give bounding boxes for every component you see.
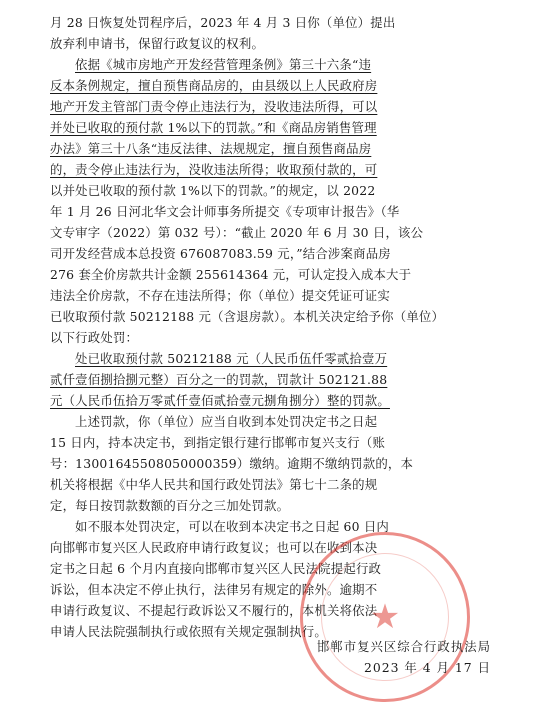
para-payment <box>50 411 509 516</box>
text-line: 月 28 日恢复处罚程序后，2023 年 4 月 3 日你（单位）提出 <box>50 15 396 30</box>
issuing-authority: 邯郸市复兴区综合行政执法局 <box>316 639 491 654</box>
text-line: 向邯郸市复兴区人民政府申请行政复议；也可以在收到本决 <box>50 540 378 555</box>
text-line: 号：13001645508050000359）缴纳。逾期不缴纳罚款的，本 <box>50 456 414 471</box>
text-line: 办法》第三十八条“违反法律、法规规定，擅自预售商品房 <box>50 141 372 156</box>
text-line: 地产开发主管部门责令停止违法行为，没收违法所得，可以 <box>50 99 378 114</box>
text-line: 处已收取预付款 50212188 元（人民币伍仟零贰拾壹万 <box>75 351 388 366</box>
signature-block <box>317 636 491 678</box>
seal-star-icon: ★ <box>369 597 401 637</box>
text-line: 元（人民币伍拾万零贰仟壹佰贰拾壹元捌角捌分）整的罚款。 <box>50 393 390 408</box>
para-legal-basis <box>50 54 509 348</box>
text-line: 依据《城市房地产开发经营管理条例》第三十六条“违 <box>75 57 372 72</box>
text-line: 违法全价房款，不存在违法所得；你（单位）提交凭证可证实 <box>50 288 390 303</box>
text-line: 276 套全价房款共计金额 255614364 元，可认定投入成本大于 <box>50 267 412 282</box>
text-line: 上述罚款，你（单位）应当自收到本处罚决定书之日起 <box>75 414 378 429</box>
text-line: 已收取预付款 50212188 元（含退房款）。本机关决定给予你（单位） <box>50 309 445 324</box>
text-line: 申请行政复议、不提起行政诉讼又不履行的，本机关将依法 <box>50 603 378 618</box>
text-line: 15 日内，持本决定书，到指定银行建行邯郸市复兴支行（账 <box>50 435 386 450</box>
text-line: 年 1 月 26 日河北华文会计师事务所提交《专项审计报告》（华 <box>50 204 400 219</box>
text-line: 的，责令停止违法行为，没收违法所得；收取预付款的，可 <box>50 162 378 177</box>
issue-date: 2023 年 4 月 17 日 <box>363 660 491 675</box>
text-line: 以并处已收取的预付款 1%以下的罚款。”的规定，以 2022 <box>50 183 376 198</box>
text-line: 反本条例规定，擅自预售商品房的，由县级以上人民政府房 <box>50 78 378 93</box>
document-body <box>50 12 509 642</box>
text-line: 并处已收取的预付款 1%以下的罚款。”和《商品房销售管理 <box>50 120 377 135</box>
text-line: 以下行政处罚： <box>50 330 139 345</box>
text-line: 如不服本处罚决定，可以在收到本决定书之日起 60 日内 <box>75 519 390 534</box>
text-line: 放弃利申请书，保留行政复议的权利。 <box>50 36 265 51</box>
text-line: 机关将根据《中华人民共和国行政处罚法》第七十二条的规 <box>50 477 378 492</box>
text-line: 申请人民法院强制执行或依照有关规定强制执行。 <box>50 624 327 639</box>
text-line: 定，每日按罚款数额的百分之三加处罚款。 <box>50 498 290 513</box>
text-line: 诉讼，但本决定不停止执行，法律另有规定的除外。逾期不 <box>50 582 378 597</box>
para-continued-intro <box>50 12 509 54</box>
text-line: 司开发经营成本总投资 676087083.59 元，”结合涉案商品房 <box>50 246 391 261</box>
text-line: 贰仟壹佰捌拾捌元整）百分之一的罚款，罚款计 502121.88 <box>50 372 388 387</box>
para-penalty <box>50 348 509 411</box>
text-line: 文专审字（2022）第 032 号）：“截止 2020 年 6 月 30 日，该公 <box>50 225 424 240</box>
text-line: 定书之日起 6 个月内直接向邯郸市复兴区人民法院提起行政 <box>50 561 382 576</box>
